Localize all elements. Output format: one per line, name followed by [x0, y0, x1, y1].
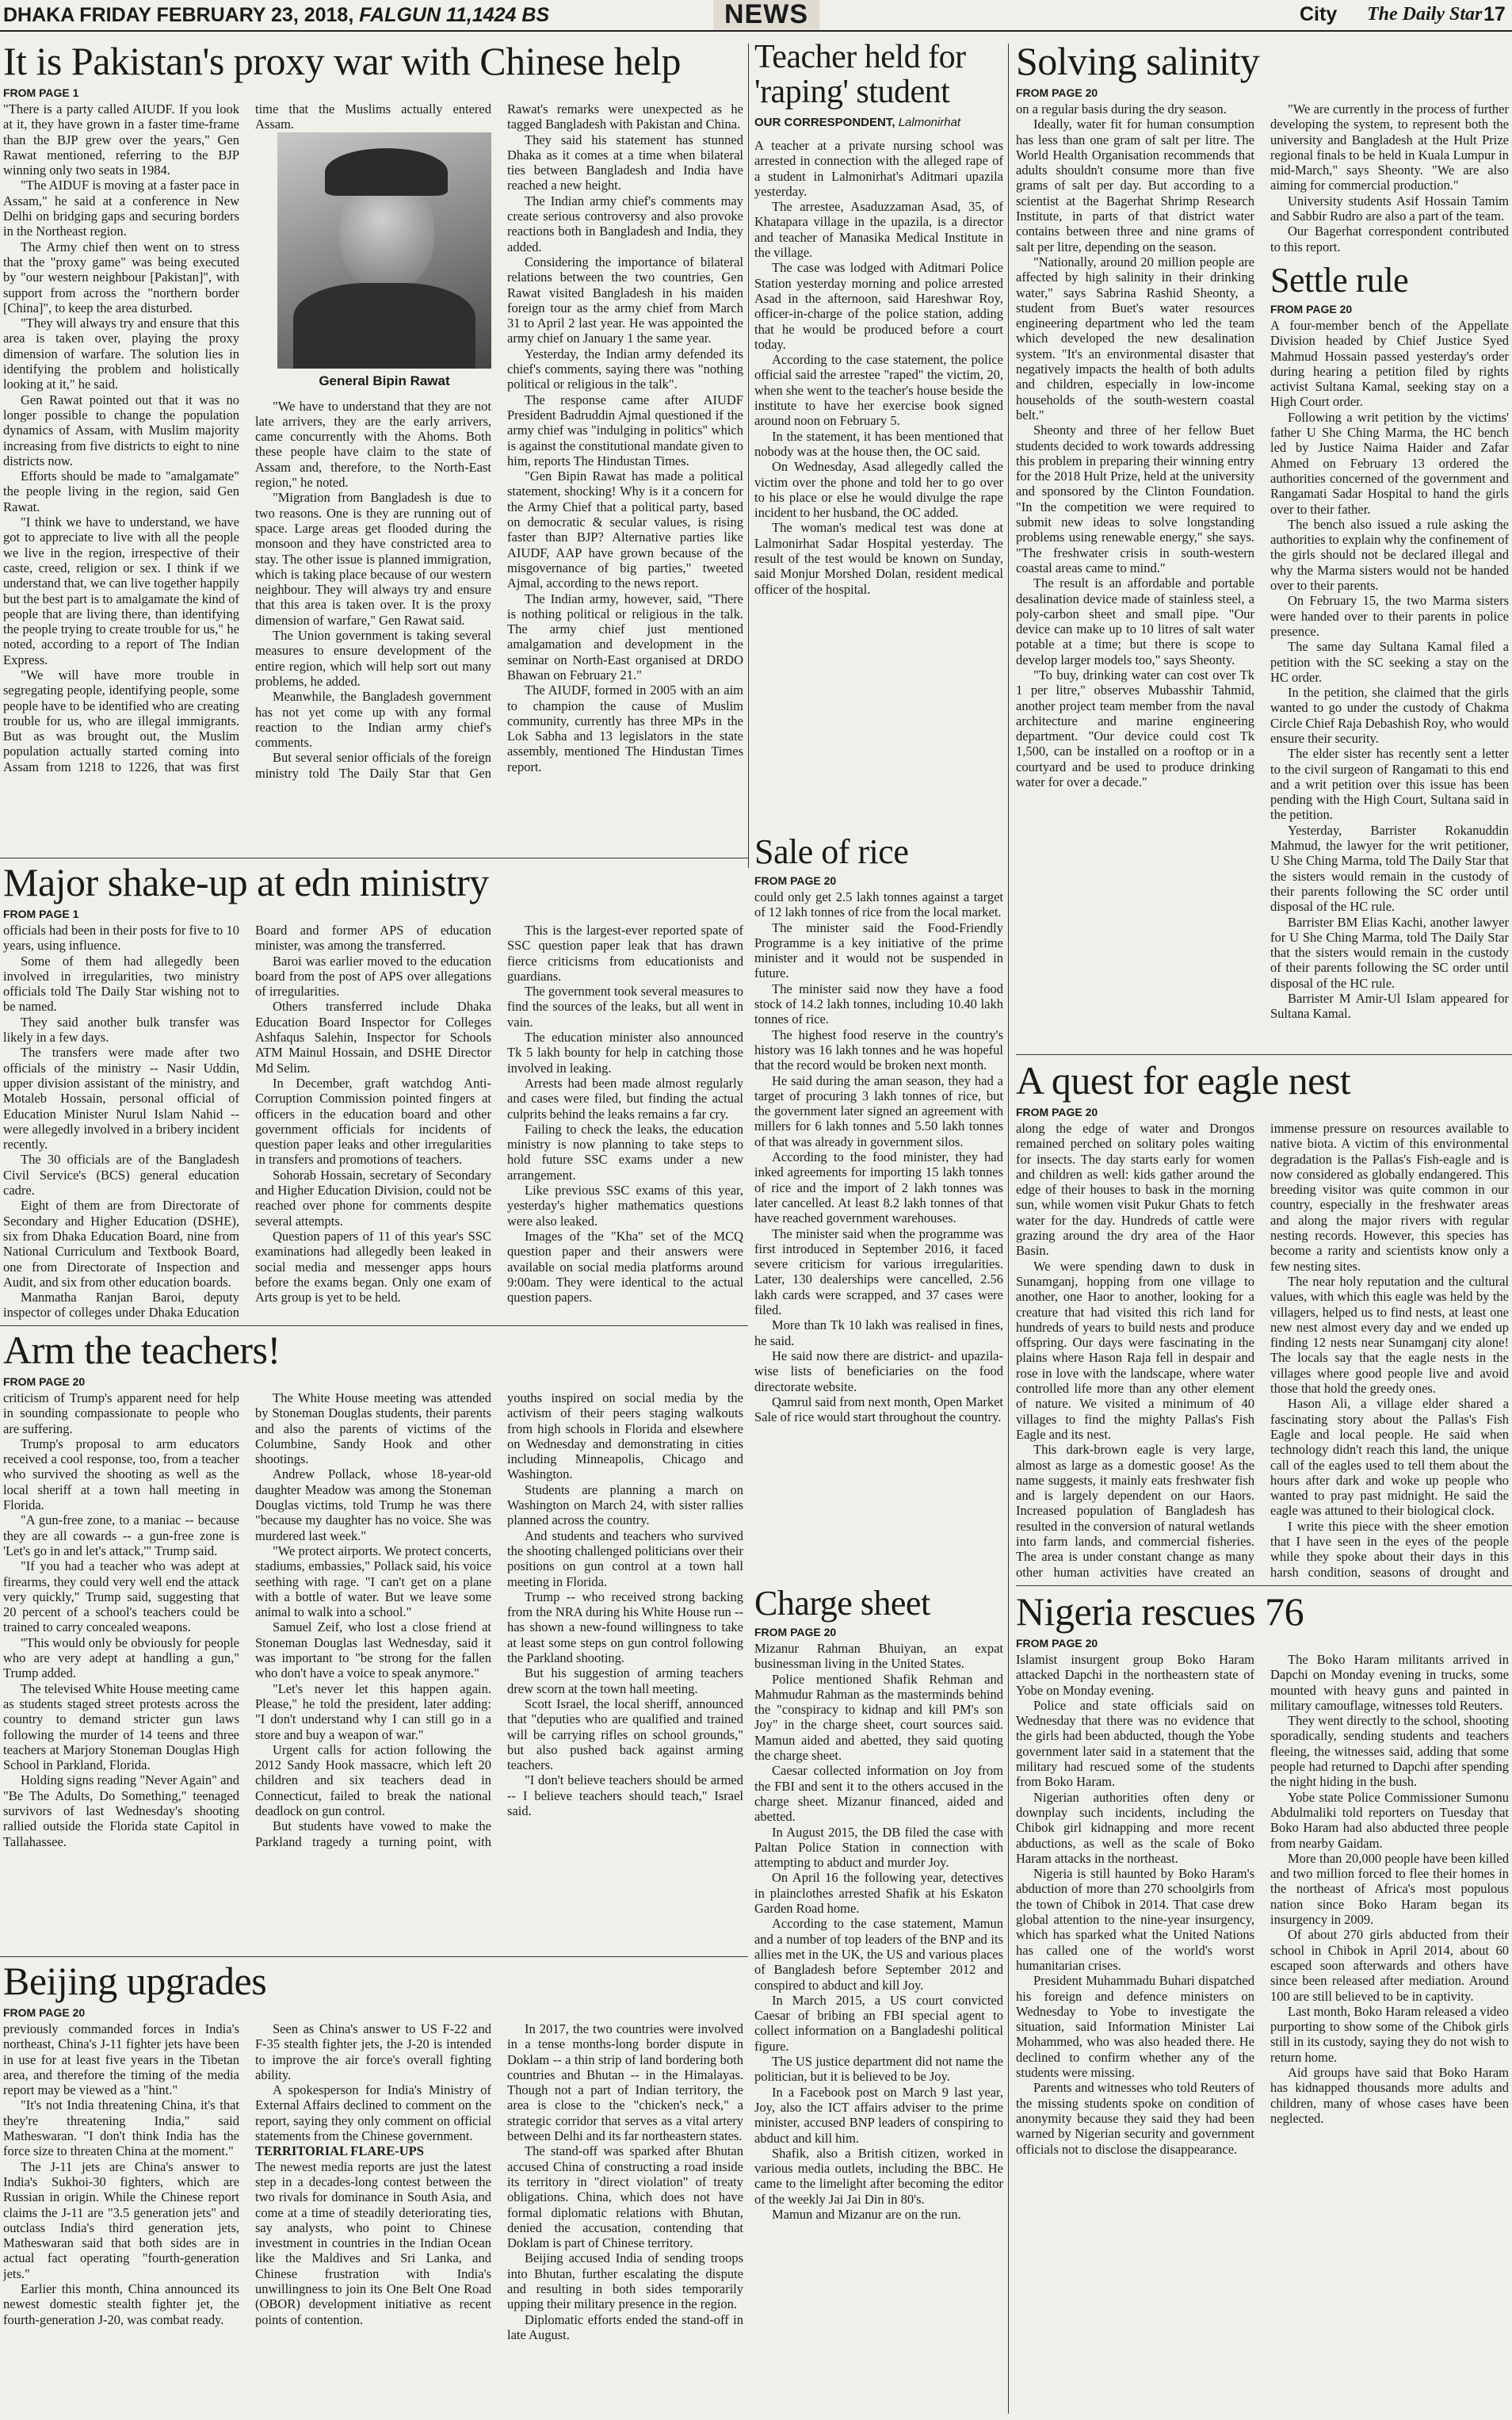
headline[interactable]: Solving salinity	[1016, 40, 1260, 83]
paragraph: Baroi was earlier moved to the education board from the post of APS over allegations of irregularities.	[255, 953, 491, 1000]
paragraph: Meanwhile, the Bangladesh government has not yet come up with any formal reaction to the Indian army chief's comments.	[255, 689, 491, 751]
paragraph: They said another bulk transfer was likely in a few days.	[3, 1014, 239, 1046]
paragraph: The highest food reserve in the country's history was 16 lakh tonnes and he was hopeful that the record would be broken next month.	[754, 1026, 1003, 1073]
story-body	[3, 1390, 743, 1955]
story-beijing	[3, 1959, 743, 2418]
paragraph: Failing to check the leaks, the education ministry is now planning to take steps to hold future SSC exams under a new arrangement.	[507, 1121, 743, 1183]
paragraph: Beijing accused India of sending troops into Bhutan, further escalating the dispute and resulting in both sides temporarily upping their military presence in the region.	[507, 2250, 743, 2312]
headline[interactable]: A quest for eagle nest	[1016, 1059, 1351, 1103]
paragraph: On Wednesday, Asad allegedly called the victim over the phone and told her to go over to his place or else he would divulge the rape incident to her husband, the OC added.	[754, 459, 1003, 521]
paragraph: More than 20,000 people have been killed and two million forced to flee their homes in the northeast of Africa's most populous nation since Boko Haram began its insurgency in 2009.	[1270, 1850, 1509, 1928]
paragraph: Efforts should be made to "amalgamate" the people living in the region, said Gen Rawat.	[3, 468, 239, 514]
headline[interactable]: Nigeria rescues 76	[1016, 1590, 1304, 1634]
paragraph: The response came after AIUDF President Badruddin Ajmal questioned if the army chief was "indulging in politics" which is against the constitutional mandate given to him, reports The Hindustan Times.	[507, 392, 743, 468]
story-edn	[3, 861, 743, 1322]
paragraph: Eight of them are from Directorate of Secondary and Higher Education (DSHE), six from Dhaka Education Board, nine from National Curriculum and Textbook Board, one from Directorate of Inspection and Audit, and six from other education boards.	[3, 1198, 239, 1290]
paragraph: Yobe state Police Commissioner Sumonu Abdulmaliki told reporters on Tuesday that Boko Haram had also abducted three people from nearby Gaidam.	[1270, 1789, 1509, 1851]
paragraph: University students Asif Hossain Tamim and Sabbir Rudro are also a part of the team.	[1270, 193, 1509, 224]
paragraph: The Boko Haram militants arrived in Dapchi on Monday evening in trucks, some mounted with heavy guns and painted in military camouflage, witnesses told Reuters.	[1270, 1652, 1509, 1713]
paragraph: "There is a party called AIUDF. If you look at it, they have grown in a faster time-frame than the BJP grew over the years," Gen Rawat mentioned, referring to the BJP winning only two seats in 1984.	[3, 101, 239, 178]
paragraph: "We protect airports. We protect concerts, stadiums, embassies," Pollack said, his voice seething with rage. "I can't get on a plane with a bottle of water. But we leave some animal to walk into a school."	[255, 1543, 491, 1620]
paragraph: "Nationally, around 20 million people are affected by high salinity in their drinking water," says Sabrina Rashid Sheonty, a student from Buet's water resources engineering department who led the team which developed the new desalination system. "It's an environmental disaster that negatively impacts the health of both adults and children, especially in low-income households of the south-western coastal belt."	[1016, 254, 1254, 422]
paragraph: Barrister BM Elias Kachi, another lawyer for U She Ching Marma, told The Daily Star that the sisters would remain in the custody of their parents following the SC order until disposal of the HC rule.	[1270, 914, 1509, 991]
paragraph: Of about 270 girls abducted from their school in Chibok in April 2014, about 60 escaped soon afterwards and others have since been released after mediation. Around 100 are still believed to be in captivity.	[1270, 1927, 1509, 2004]
paragraph: Considering the importance of bilateral relations between the two countries, Gen Rawat visited Bangladesh in his maiden foreign tour as the army chief from March 31 to April 2 last year. He was appointed the army chief on January 1 the same year.	[507, 254, 743, 346]
jump-label: FROM PAGE 20	[1016, 1106, 1098, 1118]
paragraph: "If you had a teacher who was adept at firearms, they could very well end the attack very quickly," Trump said, suggesting that 20 percent of a school's teachers could be trained to carry concealed weapons.	[3, 1558, 239, 1635]
story-body	[1016, 1121, 1509, 1584]
paragraph: In a Facebook post on March 9 last year, Joy, also the ICT affairs adviser to the prime minister, accused BNP leaders of conspiring to abduct and kill him.	[754, 2084, 1003, 2146]
paragraph: The US justice department did not name the politician, but it is believed to be Joy.	[754, 2054, 1003, 2085]
section-right-label: City	[1300, 3, 1338, 25]
paragraph: Andrew Pollack, whose 18-year-old daughter Meadow was among the Stoneman Douglas victims, told Trump he was there "because my daughter has no voice. She was murdered last week."	[255, 1466, 491, 1543]
story-eagle-nest	[1016, 1059, 1509, 1584]
paragraph: But students have vowed to make the Parkland tragedy a turning point, with youths inspired on social media by the activism of their peers staging walkouts from high schools in Florida and elsewhere on Wednesday and demonstrating in cities including Minneapolis, Chicago and Washington.	[255, 1390, 743, 1849]
headline[interactable]: Teacher held for 'raping' student	[754, 40, 966, 110]
story-rule	[1016, 1054, 1512, 1055]
paragraph: Arrests had been made almost regularly and cases were filed, but finding the actual culprits behind the leaks remains a far cry.	[507, 1075, 743, 1122]
paragraph: "The AIDUF is moving at a faster pace in Assam," he said at a conference in New Delhi on bridging gaps and securing borders in the Northeast region.	[3, 178, 239, 239]
paragraph: Yesterday, Barrister Rokanuddin Mahmud, the lawyer for the writ petitioner, U She Ching Marma, told The Daily Star that the sisters would remain in the custody of their parents following the SC order until disposal of the HC rule.	[1270, 822, 1509, 915]
paragraph: On April 16 the following year, detectives in plainclothes arrested Shafik at his Eskaton Garden Road home.	[754, 1870, 1003, 1917]
paragraph: The minister said the Food-Friendly Programme is a key initiative of the prime minister and it would not be suspended in future.	[754, 919, 1003, 981]
story-body	[3, 923, 743, 1322]
paragraph: Samuel Zeif, who lost a close friend at Stoneman Douglas last Wednesday, said it was important to "be strong for the fallen who don't have a voice to speak anymore."	[255, 1619, 491, 1681]
paragraph: Police and state officials said on Wednesday that there was no evidence that the girls had been abducted, though the Yobe government later said in a statement that the military had rescued some of the students from Boko Haram.	[1016, 1697, 1254, 1790]
story-body	[1016, 1652, 1509, 2418]
headline[interactable]: Sale of rice	[754, 834, 909, 871]
paragraph: officials had been in their posts for five to 10 years, using influence.	[3, 923, 239, 954]
paragraph: And students and teachers who survived the shooting challenged politicians over their positions on gun control at a town hall meeting in Florida.	[507, 1527, 743, 1589]
paragraph: Gen Rawat pointed out that it was no longer possible to change the population dynamics of Assam, with Muslim majority increasing from five districts to eight to nine districts now.	[3, 392, 239, 468]
paragraph: According to the food minister, they had inked agreements for importing 15 lakh tonnes of rice and the import of 2 lakh tonnes was later cancelled. At least 8.2 lakh tonnes of that have reached government warehouses.	[754, 1149, 1003, 1226]
jump-label: FROM PAGE 1	[3, 908, 79, 920]
paragraph: could only get 2.5 lakh tonnes against a target of 12 lakh tonnes of rice from the local market.	[754, 889, 1003, 920]
paragraph: The newest media reports are just the latest step in a decades-long contest between the two rivals for dominance in South Asia, and come at a time of steadily deteriorating ties, say analysts, who point to Chinese investment in countries in the Indian Ocean like the Maldives and Sri Lanka, and Chinese frustration with India's unwillingness to join its One Belt One Road (OBOR) development initiative as recent points of contention.	[255, 2158, 491, 2327]
story-body	[754, 889, 1003, 1424]
masthead-logo: The Daily Star	[1367, 4, 1483, 25]
paragraph: The near holy reputation and the cultural values, with which this eagle was held by the villagers, helped us to find nests, at least one new nest almost every day and we ended up finding 12 nests near Sunamganj city alone! The locals say that the eagle nests in the villages where good people live and avoid those that hold the greedy ones.	[1270, 1273, 1509, 1397]
story-rule	[1016, 1585, 1512, 1586]
paragraph: The arrestee, Asaduzzaman Asad, 35, of Khatapara village in the upazila, is a director and teacher of Manasika Medical Institute in the village.	[754, 199, 1003, 261]
page-header	[0, 0, 1512, 32]
paragraph: The White House meeting was attended by Stoneman Douglas students, their parents and also the parents of victims of the Columbine, Sandy Hook and other shootings.	[255, 1390, 491, 1467]
paragraph: Manmatha Ranjan Baroi, deputy inspector of colleges under Dhaka Education Board and former APS of education minister, was among the transferred.	[3, 923, 491, 1321]
paragraph: "This would only be obviously for people who are very adept at handling a gun," Trump added.	[3, 1634, 239, 1681]
jump-label: FROM PAGE 1	[3, 86, 79, 99]
paragraph: "Let's never let this happen again. Please," he told the president, later adding: "I don't understand why I can still go in a store and buy a weapon of war."	[255, 1680, 491, 1742]
story-salinity	[1016, 40, 1509, 1046]
page-number: 17	[1483, 3, 1506, 25]
headline[interactable]: Major shake-up at edn ministry	[3, 861, 489, 904]
byline: OUR CORRESPONDENT, Lalmonirhat	[754, 116, 961, 129]
paragraph: "Gen Bipin Rawat has made a political statement, shocking! Why is it a concern for the Army Chief that a political party, based on democratic & secular values, is rising faster than BJP? Alternative parties like AIUDF, AAP have grown because of the misgovernance of big parties," tweeted Ajmal, according to the news report.	[507, 468, 743, 591]
story-rule	[0, 1325, 748, 1326]
paragraph: More than Tk 10 lakh was realised in fines, he said.	[754, 1317, 1003, 1348]
paragraph: "To buy, drinking water can cost over Tk 1 per litre," observes Mubasshir Tahmid, another project team member from the naval architecture and marine engineering department. "Our device could cost Tk 1,500, can be installed on a rooftop or in a courtyard and be used to produce drinking water for over a decade."	[1016, 667, 1254, 790]
story-arm-teachers	[3, 1329, 743, 1955]
paragraph: The minister said now they have a food stock of 14.2 lakh tonnes, including 10.40 lakh tonnes of rice.	[754, 981, 1003, 1027]
paragraph: The Indian army, however, said, "There is nothing political or religious in the talk. The army chief just mentioned amalgamation and development in the seminar on North-East organised at DRDO Bhawan on February 21."	[507, 591, 743, 682]
paragraph: Mamun and Mizanur are on the run.	[772, 2206, 961, 2222]
column-rule	[748, 44, 749, 868]
jump-label: FROM PAGE 20	[3, 1375, 86, 1388]
column-rule	[1008, 44, 1009, 2414]
paragraph: Islamist insurgent group Boko Haram attacked Dapchi in the northeastern state of Yobe on Monday evening.	[1016, 1652, 1254, 1698]
paragraph: This is the largest-ever reported spate of SSC question paper leak that has drawn fierce criticisms from educationists and guardians.	[507, 923, 743, 984]
jump-label: FROM PAGE 20	[754, 1626, 837, 1638]
paragraph: This dark-brown eagle is very large, almost as large as a domestic goose! As the name suggests, it mainly eats freshwater fish and is largely dependent on our Haors. Increased population of Bangladesh has resulted in the conversion of natural wetlands into farm lands, and commercial fisheries. The area is under constant change as many other human activities have created an immense pressure on resources available to native biota. A victim of this environmental degradation is the Pallas's Fish-eagle and is now considered as globally endangered. This breeding visitor was quite common in our country, especially in the freshwater areas and along the major rivers with regular nesting records. However, this species has become a rarity and scientists know only a few nesting sites.	[1016, 1121, 1509, 1580]
paragraph: Last month, Boko Haram released a video purporting to show some of the Chibok girls still in its custody, saying they do not wish to return home.	[1270, 2003, 1509, 2065]
paragraph: He said now there are district- and upazila-wise lists of beneficiaries on the food directorate website.	[754, 1348, 1003, 1394]
paragraph: The Indian army chief's comments may create serious controversy and also provoke reactions both in Bangladesh and India, they added.	[507, 193, 743, 254]
paragraph: Hason Ali, a village elder shared a fascinating story about the Pallas's Fish Eagle and local people. He said when technology didn't reach this land, the unique call of the eagles used to tell them about the hours after dark and woke up people who wanted to pray past midnight. He said the eagle was attuned to their biological clock.	[1270, 1396, 1509, 1519]
paragraph: In the statement, it has been mentioned that nobody was at the house then, the OC said.	[754, 428, 1003, 459]
paragraph: In 2017, the two countries were involved in a tense months-long border dispute in Doklam -- a thin strip of land bordering both countries and Bhutan -- in the Himalayas. Though not a part of Indian territory, the area is close to the "chicken's neck," a strategic corridor that serves as a vital artery between Delhi and its far northeastern states.	[507, 2021, 743, 2144]
paragraph: The result is an affordable and portable desalination device made of stainless steel, a poly-carbon sheet and small pipe. "Our device can make up to 10 litres of salt water potable at a time; but there is scope to develop larger models too," says Sheonty.	[1016, 575, 1254, 667]
paragraph: The bench also issued a rule asking the authorities to explain why the confinement of the girls should not be declared illegal and why the Marma sisters would not be handed over to their parents.	[1270, 516, 1509, 594]
headline[interactable]: Settle rule	[1270, 260, 1409, 300]
photo-general-bipin-rawat	[277, 132, 491, 394]
paragraph: Urgent calls for action following the 2012 Sandy Hook massacre, which left 20 children and six teachers dead in Connecticut, failed to break the national deadlock on gun control.	[255, 1741, 491, 1819]
paragraph: The transfers were made after two officials of the ministry -- Nasir Uddin, upper division assistant of the ministry, and Motaleb Hossain, personal official of Education Minister Nurul Islam Nahid -- were allegedly involved in a bribery incident recently.	[3, 1045, 239, 1153]
paragraph: Mizanur Rahman Bhuiyan, an expat businessman living in the United States.	[754, 1641, 1003, 1672]
paragraph: The woman's medical test was done at Lalmonirhat Sadar Hospital yesterday. The result of the test would be known on Sunday, said Monjur Morshed Dolan, resident medical officer of the hospital.	[754, 520, 1003, 597]
photo-caption: General Bipin Rawat	[277, 369, 491, 394]
section-label: NEWS	[713, 0, 819, 30]
paragraph: "I think we have to understand, we have got to appreciate to live with all the people we live in the region, irrespective of their caste, creed, religion or sex. I think if we understand that, we can live together happily but the best part is to amalgamate the kind of people that are living there, than identifying the people trying to create trouble for us," he noted, according to a report of The Indian Express.	[3, 514, 239, 667]
paragraph: Images of the "Kha" set of the MCQ question paper and their answers were available on social media platforms around 9:00am. They were identical to the actual question papers.	[507, 1228, 743, 1306]
headline[interactable]: Charge sheet	[754, 1585, 930, 1623]
paragraph: Caesar collected information on Joy from the FBI and sent it to the others accused in the charge sheet. Mizanur financed, aided and abetted.	[754, 1763, 1003, 1825]
paragraph: We were spending dawn to dusk in Sunamganj, hopping from one village to another, one Haor to another, looking for a creature that had visited this rich land for hundreds of years to build nests and produce offspring. Our days were fascinating in the plains where Hason Raja fell in despair and rose in love with the landscape, where water controlled life more than any other element of nature. We visited a minimum of 40 villages to find the mighty Pallas's Fish Eagle and its nest.	[1016, 1258, 1254, 1442]
story-charge-sheet	[754, 1585, 1003, 2418]
paragraph: The 30 officials are of the Bangladesh Civil Service's (BCS) general education cadre.	[3, 1152, 239, 1199]
story-body	[3, 2021, 743, 2418]
paragraph: on a regular basis during the dry season.	[1016, 101, 1227, 117]
story-rule	[0, 1956, 748, 1957]
paragraph: On February 15, the two Marma sisters were handed over to their parents in police presence.	[1270, 593, 1509, 639]
story-body	[1270, 318, 1509, 1022]
story-body	[754, 1641, 1003, 2222]
paragraph: Aid groups have said that Boko Haram has kidnapped thousands more adults and children, many of whose cases have been neglected.	[1270, 2065, 1509, 2126]
paragraph: Trump -- who received strong backing from the NRA during his White House run -- has shown a new-found willingness to take at least some steps on gun control following the Parkland shooting.	[507, 1588, 743, 1666]
paragraph: Sheonty and three of her fellow Buet students decided to work towards addressing this problem in preparing their winning entry for the 2018 Hult Prize, held at the university and sponsored by the Clinton Foundation. "In the competition we were required to submit new ideas to solve longstanding problems using renewable energy," she says. "The freshwater crisis in south-western coastal areas came to mind."	[1016, 422, 1254, 575]
paragraph: Shafik, also a British citizen, worked in various media outlets, including the BBC. He came to the limelight after becoming the editor of the weekly Jai Jai Din in 80's.	[754, 2145, 1003, 2207]
paragraph: The case was lodged with Aditmari Police Station yesterday morning and police arrested Asad in the afternoon, said Hareshwar Roy, officer-in-charge of the police station, adding that he would be produced before a court today.	[754, 260, 1003, 352]
jump-label: FROM PAGE 20	[1016, 86, 1098, 99]
paragraph: But several senior officials of the foreign ministry told The Daily Star that Gen Rawat's remarks were unexpected as he tagged Bangladesh with Pakistan and China.	[255, 101, 743, 781]
paragraph: The AIUDF, formed in 2005 with an aim to champion the cause of Muslim community, currently has three MPs in the Lok Sabha and 13 legislators in the state assembly, mentioned The Hindustan Times report.	[507, 682, 743, 774]
paragraph: Others transferred include Dhaka Education Board Inspector for Colleges Ashfaqus Salehin, Inspector for Schools ATM Mainul Hossain, and DSHE Director Md Selim.	[255, 999, 491, 1076]
paragraph: "We are currently in the process of further developing the system, to represent both the university and Bangladesh at the Hult Prize regional finals to be held in Kuala Lumpur in mid-March," says Sheonty. "We are also aiming for commercial production."	[1270, 101, 1509, 193]
paragraph: In March 2015, a US court convicted Caesar of bribing an FBI special agent to collect information on a Bangladeshi political figure.	[754, 1992, 1003, 2054]
paragraph: They went directly to the school, shooting sporadically, sending students and teachers fleeing, the witnesses said, adding that some people had returned to Dapchi after spending the night hiding in the bush.	[1270, 1713, 1509, 1790]
paragraph: previously commanded forces in India's northeast, China's J-11 fighter jets have been in use for at least five years in the Tibetan area, and therefore the timing of the media report may be viewed as a "hint."	[3, 2021, 239, 2098]
headline[interactable]: Arm the teachers!	[3, 1329, 281, 1372]
paragraph: A spokesperson for India's Ministry of External Affairs declined to comment on the report, saying they only comment on official statements from the Chinese government.	[255, 2082, 491, 2144]
paragraph: The minister said when the programme was first introduced in September 2016, it faced severe criticism for various irregularities. Later, 130 dealerships were cancelled, 2.56 lakh cards were scrapped, and 37 cases were filed.	[754, 1225, 1003, 1318]
paragraph: They said his statement has stunned Dhaka as it comes at a time when bilateral ties between Bangladesh and India have reached a new height.	[507, 132, 743, 193]
paragraph: Yesterday, the Indian army defended its chief's comments, saying there was "nothing political or religious in the talk".	[507, 346, 743, 392]
paragraph: Police mentioned Shafik Rehman and Mahmudur Rahman as the masterminds behind the "conspiracy to kidnap and kill PM's son Joy" in the charge sheet, court sources said. Mamun aided and abetted, they said quoting the charge sheet.	[754, 1671, 1003, 1764]
paragraph: "It's not India threatening China, it's that they're threatening India," said Matheswaran. "I don't think India has the force size to threaten China at the moment."	[3, 2097, 239, 2159]
story-nigeria	[1016, 1590, 1509, 2418]
jump-label: FROM PAGE 20	[1270, 302, 1353, 315]
story-teacher-held	[754, 40, 1003, 832]
headline[interactable]: It is Pakistan's proxy war with Chinese help	[3, 40, 681, 83]
paragraph: The education minister also announced Tk 5 lakh bounty for help in catching those involved in leaking.	[507, 1030, 743, 1076]
paragraph: According to the case statement, Mamun and a number of top leaders of the BNP and its allies met in the UK, the US and various places of Bangladesh before September 2012 and conspired to abduct and kill Joy.	[754, 1916, 1003, 1993]
subheading: TERRITORIAL FLARE-UPS	[255, 2143, 424, 2159]
story-sale-of-rice	[754, 834, 1003, 1595]
paragraph: "We will have more trouble in segregating people, identifying people, some people have to be identified who are creating trouble for us, who are illegal immigrants. But as was brought out, the Muslim population actually started coming into Assam from 1218 to 1226, that was first time that the Muslims actually entered Assam.	[3, 101, 491, 774]
paragraph: Our Bagerhat correspondent contributed to this report.	[1270, 224, 1509, 254]
paragraph: In December, graft watchdog Anti-Corruption Commission pointed fingers at officers in the education board and other government officials for incidents of question paper leaks and other irregularities in transfers and promotions of teachers.	[255, 1075, 491, 1168]
paragraph: Diplomatic efforts ended the stand-off in late August.	[507, 2311, 743, 2342]
paragraph: Trump's proposal to arm educators received a cool response, too, from a teacher who survived the shooting as well as the local sheriff at a town hall meeting in Florida.	[3, 1436, 239, 1513]
story-body	[1016, 101, 1254, 1045]
paragraph: The Army chief then went on to stress that the "proxy game" was being executed by "our western neighbour [Pakistan]", with support from across the "northern border [China]", to keep the area disturbed.	[3, 239, 239, 315]
paragraph: In August 2015, the DB filed the case with Paltan Police Station in connection with attempting to abduct and murder Joy.	[754, 1824, 1003, 1871]
dateline: DHAKA FRIDAY FEBRUARY 23, 2018, FALGUN 11,1424 BS	[3, 4, 550, 26]
paragraph: He said during the aman season, they had a target of procuring 3 lakh tonnes of rice, but the government later signed an agreement with millers for 6 lakh tonnes and 5.50 lakh tonnes of that was already in government silos.	[754, 1072, 1003, 1149]
story-settle-rule	[1270, 262, 1509, 1022]
paragraph: According to the case statement, the police official said the arrestee "raped" the victim, 20, when she went to the teacher's house beside the institute to have her exercise book signed around noon on February 5.	[754, 352, 1003, 429]
headline[interactable]: Beijing upgrades	[3, 1959, 267, 2003]
paragraph: Sohorab Hossain, secretary of Secondary and Higher Education Division, could not be reached over phone for comments despite several attempts.	[255, 1167, 491, 1229]
paragraph: The elder sister has recently sent a letter to the civil surgeon of Rangamati to this end and a writ petition over this issue has been pending with the High Court, Sultana said in the petition.	[1270, 746, 1509, 823]
paragraph: Nigeria is still haunted by Boko Haram's abduction of more than 270 schoolgirls from the town of Chibok in 2014. That case drew global attention to the nine-year insurgency, which has sparked what the United Nations has called one of the world's worst humanitarian crises.	[1016, 1866, 1254, 1973]
story-body	[3, 101, 743, 856]
paragraph: "A gun-free zone, to a maniac -- because they are all cowards -- a gun-free zone is 'Let's go in and let's attack,'" Trump said.	[3, 1512, 239, 1558]
paragraph: Earlier this month, China announced its newest domestic stealth fighter jet, the fourth-generation J-20, was combat ready.	[3, 2281, 239, 2327]
paragraph: Qamrul said from next month, Open Market Sale of rice would start throughout the country.	[754, 1394, 1003, 1425]
paragraph: Question papers of 11 of this year's SSC examinations had allegedly been leaked in social media and messenger apps hours before the exams began. Only one exam of Arts group is yet to be held.	[255, 1228, 491, 1306]
paragraph: "I don't believe teachers should be armed -- I believe teachers should teach," Israel said.	[507, 1772, 743, 1819]
paragraph: The televised White House meeting came as students staged street protests across the country to demand stricter gun laws following the murder of 14 teens and three teachers at Marjory Stoneman Douglas High School in Parkland, Florida.	[3, 1680, 239, 1773]
paragraph: Parents and witnesses who told Reuters of the missing students spoke on condition of anonymity because they said they had been warned by Nigerian security and government officials not to disclose the disappearance.	[1016, 2080, 1254, 2157]
paragraph: "They will always try and ensure that this area is taken over, playing the proxy dimension of warfare. The solution lies in identifying the problem and holistically looking at it," he said.	[3, 315, 239, 392]
paragraph: I write this piece with the sheer emotion that I have seen in the eyes of the people while they spoke about their days in this harsh condition, seasons of drought and	[1270, 1518, 1509, 1580]
paragraph: Holding signs reading "Never Again" and "Be The Adults, Do Something," teenaged survivors of last Wednesday's shooting rallied outside the Florida state Capitol in Tallahassee.	[3, 1772, 239, 1849]
jump-label: FROM PAGE 20	[3, 2006, 86, 2019]
paragraph: But his suggestion of arming teachers drew scorn at the town hall meeting.	[507, 1665, 743, 1696]
paragraph: Ideally, water fit for human consumption has less than one gram of salt per litre. The World Health Organisation recommends that adults shouldn't consume more than five grams of salt per day. But according to a scientist at the Bagerhat Shrimp Research Institute, in parts of that district water contains between three and nine grams of salt per litre, depending on the season.	[1016, 117, 1254, 254]
paragraph: A four-member bench of the Appellate Division headed by Chief Justice Syed Mahmud Hossain passed yesterday's order during hearing a petition filed by rights activist Sultana Kamal, seeking stay on a High Court order.	[1270, 317, 1509, 410]
paragraph: The J-11 jets are China's answer to India's Sukhoi-30 fighters, which are Russian in origin. While the Chinese report claims the J-11 are "3.5 generation jets" and outclass India's third generation jets, Matheswaran said that both sides are in actual fact operating "fourth-generation jets."	[3, 2158, 239, 2281]
paragraph: Some of them had allegedly been involved in irregularities, two ministry officials told The Daily Star wishing not to be named.	[3, 953, 239, 1015]
story-body	[754, 138, 1003, 597]
paragraph: "We have to understand that they are not late arrivers, they are the early arrivers, came concurrently with the Ahoms. Both these people have claim to the state of Assam and, therefore, to the North-East region," he noted.	[255, 398, 491, 491]
paragraph: Students are planning a march on Washington on March 24, with sister rallies planned across the country.	[507, 1481, 743, 1528]
paragraph: The same day Sultana Kamal filed a petition with the SC seeking a stay on the HC order.	[1270, 639, 1509, 685]
paragraph: Scott Israel, the local sheriff, announced that "deputies who are qualified and trained will be carrying rifles on school grounds," but also pushed back against arming teachers.	[507, 1696, 743, 1773]
story-pakistan	[3, 40, 743, 856]
jump-label: FROM PAGE 20	[1016, 1637, 1098, 1650]
paragraph: Like previous SSC exams of this year, yesterday's higher mathematics questions were also leaked.	[507, 1183, 743, 1229]
jump-label: FROM PAGE 20	[754, 874, 837, 887]
paragraph: President Muhammadu Buhari dispatched his foreign and defence ministers on Wednesday to Yobe to investigate the situation, said Information Minister Lai Mohammed, who was also headed there. He declined to confirm whether any of the students were missing.	[1016, 1973, 1254, 2081]
paragraph: Following a writ petition by the victims' father U She Ching Marma, the HC bench led by Justice Naima Haider and Zafar Ahmed on February 13 ordered the authorities concerned of the government and Rangamati Sadar Hospital to hand the girls over to their father.	[1270, 409, 1509, 517]
paragraph: The stand-off was sparked after Bhutan accused China of constructing a road inside its territory in "direct violation" of treaty obligations. China, which does not have formal diplomatic relations with Bhutan, denied the accusation, contending that Doklam is part of Chinese territory.	[507, 2143, 743, 2251]
paragraph: The Union government is taking several measures to ensure development of the entire region, which will help sort out many problems, he added.	[255, 628, 491, 689]
story-body-continued	[1270, 101, 1509, 254]
paragraph: In the petition, she claimed that the girls wanted to go under the custody of Chakma Circle Chief Raja Debashish Roy, who would ensure their security.	[1270, 685, 1509, 746]
paragraph: Barrister M Amir-Ul Islam appeared for Sultana Kamal.	[1270, 991, 1509, 1022]
paragraph: Seen as China's answer to US F-22 and F-35 stealth fighter jets, the J-20 is intended to improve the air force's overall fighting ability.	[255, 2021, 491, 2082]
paragraph: along the edge of water and Drongos remained perched on solitary poles waiting for insects. The day starts early for women and children as well: kids gather around the edge of their houses to bask in the morning sun, while women visit Pukur Ghats to fetch water for the day. Hundreds of cattle were grazing around the dry area of the Haor Basin.	[1016, 1121, 1254, 1259]
paragraph: Nigerian authorities often deny or downplay such incidents, including the Chibok girl kidnapping and more recent abductions, as well as the scale of Boko Haram attacks in the northeast.	[1016, 1789, 1254, 1866]
paragraph: "Migration from Bangladesh is due to two reasons. One is they are running out of space. Large areas get flooded during the monsoon and they have constricted area to stay. The other issue is planned immigration, which is taking place because of our western neighbour. They will always try and ensure that this area is taken over. It is the proxy dimension of warfare," Gen Rawat said.	[255, 490, 491, 628]
paragraph: The government took several measures to find the sources of the leaks, but all went in vain.	[507, 984, 743, 1030]
paragraph: criticism of Trump's apparent need for help in sounding compassionate to people who are suffering.	[3, 1390, 239, 1436]
paragraph: A teacher at a private nursing school was arrested in connection with the alleged rape of a student in Lalmonirhat's Aditmari upazila yesterday.	[754, 138, 1003, 199]
